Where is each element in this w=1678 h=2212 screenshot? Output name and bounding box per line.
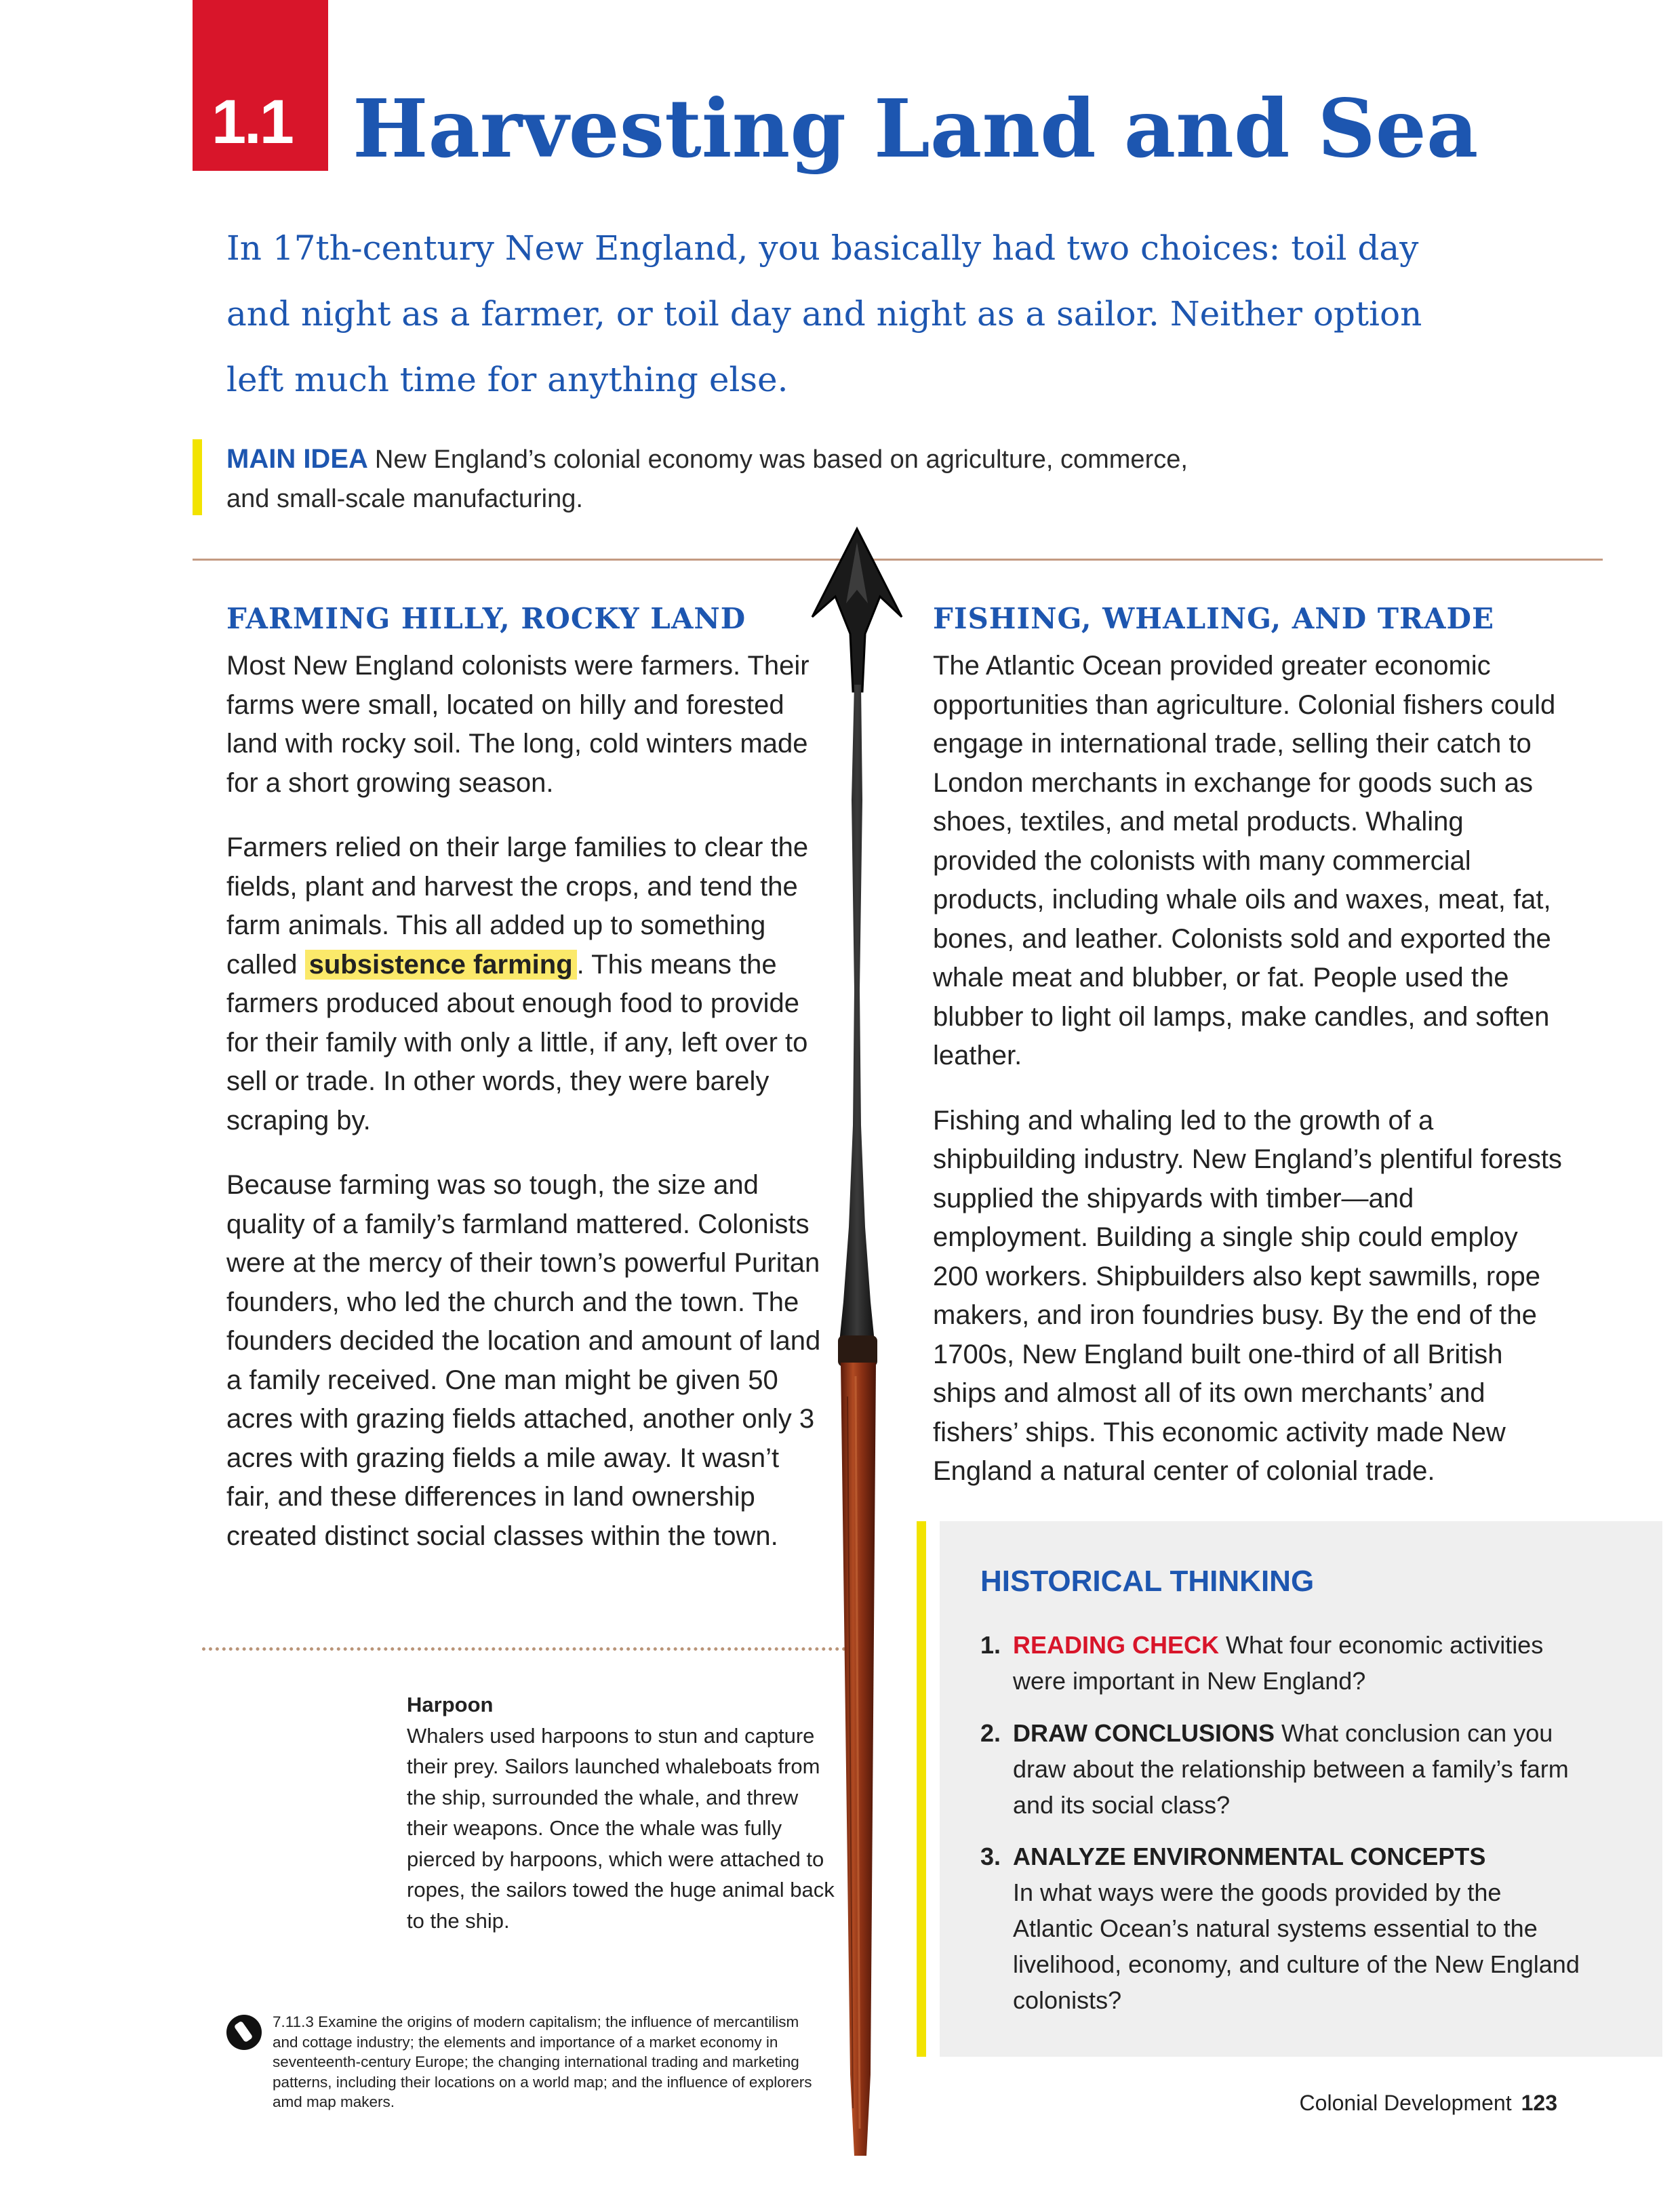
left-paragraph-1: Most New England colonists were farmers. Their farms were small, located on hilly and forested land with rocky soil. The long, cold winters made for a short growing season. [226, 651, 810, 798]
right-paragraph-2: Fishing and whaling led to the growth of a shipbuilding industry. New England’s plentiful forests supplied the shipyards with timber—and employment. Building a single ship could employ 200 workers. Shipbuilders also kept sawmills, rope makers, and iron foundries busy. By the end of the 1700s, New England built one-third of all British ships and almost all of its own merchants’ and fishers’ ships. This economic activity made New England a natural center of colonial trade. [933, 1105, 1562, 1486]
main-idea-label: MAIN IDEA [226, 444, 368, 474]
standards-icon [226, 2015, 262, 2050]
harpoon-image [800, 515, 915, 2163]
section-number: 1.1 [212, 87, 292, 157]
left-paragraph-2-end: . This means the farmers produced about enough food to provide for their family with only a little, if any, left over to sell or trade. In other words, they were barely scraping by. [226, 949, 808, 1135]
question-1 [980, 1627, 1584, 1699]
key-term-subsistence-farming[interactable]: subsistence farming [305, 950, 577, 980]
page-footer [1300, 2091, 1557, 2116]
question-label: DRAW CONCLUSIONS [1013, 1719, 1275, 1747]
question-text: What conclusion can you draw about the relationship between a family’s farm and its social class? [1013, 1719, 1569, 1819]
question-2 [980, 1715, 1584, 1823]
question-text: In what ways were the goods provided by the Atlantic Ocean’s natural systems essential to the livelihood, economy, and culture of the New England colonists? [1013, 1878, 1580, 2014]
left-paragraph-3: Because farming was so tough, the size and quality of a family’s farmland mattered. Colonists were at the mercy of their town’s powerful Puritan founders, who led the church and the town. The founders decided the location and amount of land a family received. One man might be given 50 acres with grazing fields attached, another only 3 acres with grazing fields a mile away. It wasn’t fair, and these differences in land ownership created distinct social classes within the town. [226, 1170, 821, 1551]
page-title: Harvesting Land and Sea [353, 81, 1479, 176]
caption-divider [202, 1647, 853, 1651]
page-number: 123 [1521, 2091, 1557, 2115]
main-idea [226, 439, 1230, 519]
question-label: ANALYZE ENVIRONMENTAL CONCEPTS [1013, 1843, 1486, 1870]
right-paragraph-1: The Atlantic Ocean provided greater economic opportunities than agriculture. Colonial fishers could engage in international trade, selling their catch to London merchants in exchange for goods such as shoes, textiles, and metal products. Whaling provided the colonists with many commercial products, including whale oils and waxes, meat, fat, bones, and leather. Colonists sold and exported the whale meat and blubber, or fat. People used the blubber to light oil lamps, make candles, and soften leather. [933, 651, 1556, 1070]
main-idea-bar [193, 439, 202, 515]
intro-text: In 17th-century New England, you basically had two choices: toil day and night as a farmer, or toil day and night as a sailor. Neither option left much time for anything else. [226, 228, 1422, 399]
left-paragraph-2-start: Farmers relied on their large families to clear the fields, plant and harvest the crops, and tend the farm animals. This all added up to something called [226, 832, 809, 980]
question-number: 3. [980, 1843, 1001, 1870]
harpoon-caption [407, 1689, 841, 1936]
left-column-heading: FARMING HILLY, ROCKY LAND [226, 602, 746, 635]
historical-thinking-bar [917, 1521, 926, 2057]
question-label: READING CHECK [1013, 1631, 1220, 1659]
question-number: 1. [980, 1631, 1001, 1659]
main-idea-text: New England’s colonial economy was based on agriculture, commerce, and small-scale manufacturing. [226, 445, 1188, 513]
caption-title: Harpoon [407, 1693, 494, 1716]
left-column [226, 647, 823, 1582]
left-paragraph-2 [226, 828, 823, 1140]
chapter-name: Colonial Development [1299, 2091, 1512, 2115]
right-column [933, 647, 1570, 1517]
question-text: What four economic activities were important in New England? [1013, 1631, 1544, 1695]
standard-text: 7.11.3 Examine the origins of modern capitalism; the influence of mercantilism and cottage industry; the elements and importance of a market economy in seventeenth-century Europe; the changing international trading and marketing patterns, including their locations on a world map; and the influence of explorers amd map makers. [273, 2013, 812, 2110]
historical-thinking-title: HISTORICAL THINKING [980, 1565, 1315, 1598]
question-3 [980, 1838, 1584, 2018]
caption-text: Whalers used harpoons to stun and capture their prey. Sailors launched whaleboats from the ship, surrounded the whale, and threw their weapons. Once the whale was fully pierced by harpoons, which were attached to ropes, the sailors towed the huge animal back to the ship. [407, 1723, 835, 1933]
right-column-heading: FISHING, WHALING, AND TRADE [933, 602, 1494, 635]
question-number: 2. [980, 1719, 1001, 1747]
